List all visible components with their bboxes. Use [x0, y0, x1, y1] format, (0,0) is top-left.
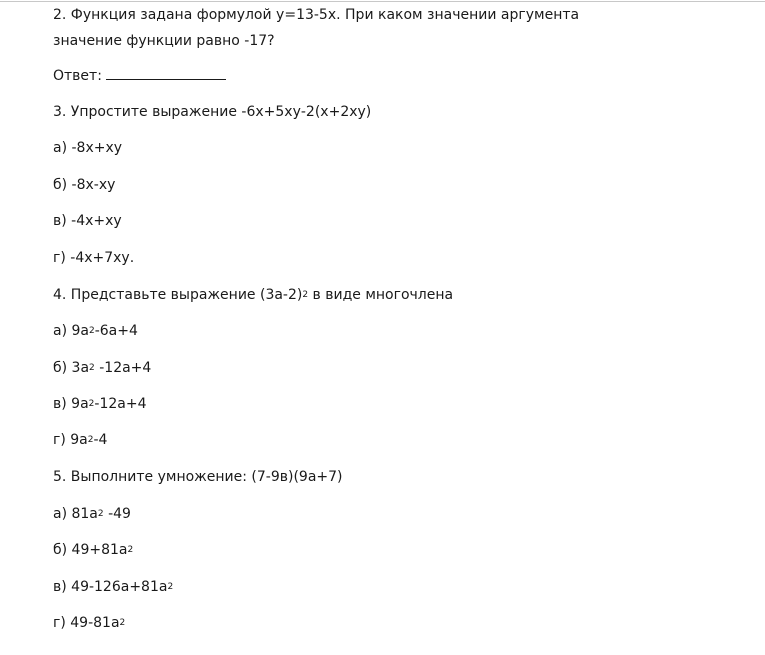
option-rest: -4: [93, 432, 108, 448]
q3-option-c: в) -4х+ху: [53, 213, 122, 229]
option-base: а) 9а: [53, 323, 89, 339]
q4-question-text: 4. Представьте выражение (3а-2): [53, 287, 303, 303]
option-rest: -49: [103, 506, 131, 522]
option-base: б) 49+81а: [53, 542, 128, 558]
q4-question: [53, 286, 453, 304]
option-exponent: 2: [167, 582, 174, 592]
q2-text-line2: значение функции равно -17?: [53, 33, 275, 49]
q4-question-exponent: 2: [302, 290, 309, 300]
option-exponent: 2: [127, 545, 134, 555]
q3-option-b: б) -8х-ху: [53, 177, 116, 193]
q4-option-c: [53, 395, 146, 413]
q3-option-a: а) -8х+ху: [53, 140, 123, 156]
q2-answer-line: [53, 66, 226, 84]
option-exponent: 2: [87, 435, 94, 445]
option-base: б) 3а: [53, 360, 90, 376]
option-exponent: 2: [97, 509, 104, 519]
option-exponent: 2: [88, 326, 95, 336]
option-exponent: 2: [89, 363, 95, 373]
option-base: в) 49-126а+81а: [53, 579, 168, 595]
q4-option-d: [53, 431, 107, 449]
answer-label: Ответ:: [53, 68, 102, 84]
option-exponent: 2: [119, 618, 126, 628]
q5-option-a: [53, 505, 131, 523]
q3-option-d: г) -4х+7ху.: [53, 250, 135, 266]
option-base: в) 9а: [53, 396, 89, 412]
option-base: г) 9а: [53, 432, 88, 448]
option-rest: -12а+4: [94, 396, 147, 412]
option-exponent: 2: [88, 399, 95, 409]
option-base: г) 49-81а: [53, 615, 120, 631]
q4-option-b: [53, 359, 151, 377]
q5-option-c: [53, 578, 173, 596]
q4-question-text-end: в виде многочлена: [308, 287, 454, 303]
q3-question: 3. Упростите выражение -6х+5ху-2(х+2ху): [53, 104, 372, 120]
answer-blank-field[interactable]: [106, 66, 226, 80]
q5-option-d: [53, 614, 125, 632]
q2-text-line1: 2. Функция задана формулой у=13-5х. При каком значении аргумента: [53, 7, 580, 23]
page-top-border: [0, 1, 765, 2]
option-rest: -6а+4: [94, 323, 138, 339]
option-rest: -12а+4: [94, 360, 152, 376]
q5-option-b: [53, 541, 133, 559]
q4-option-a: [53, 322, 138, 340]
option-base: а) 81а: [53, 506, 98, 522]
q5-question: 5. Выполните умножение: (7-9в)(9а+7): [53, 469, 343, 485]
